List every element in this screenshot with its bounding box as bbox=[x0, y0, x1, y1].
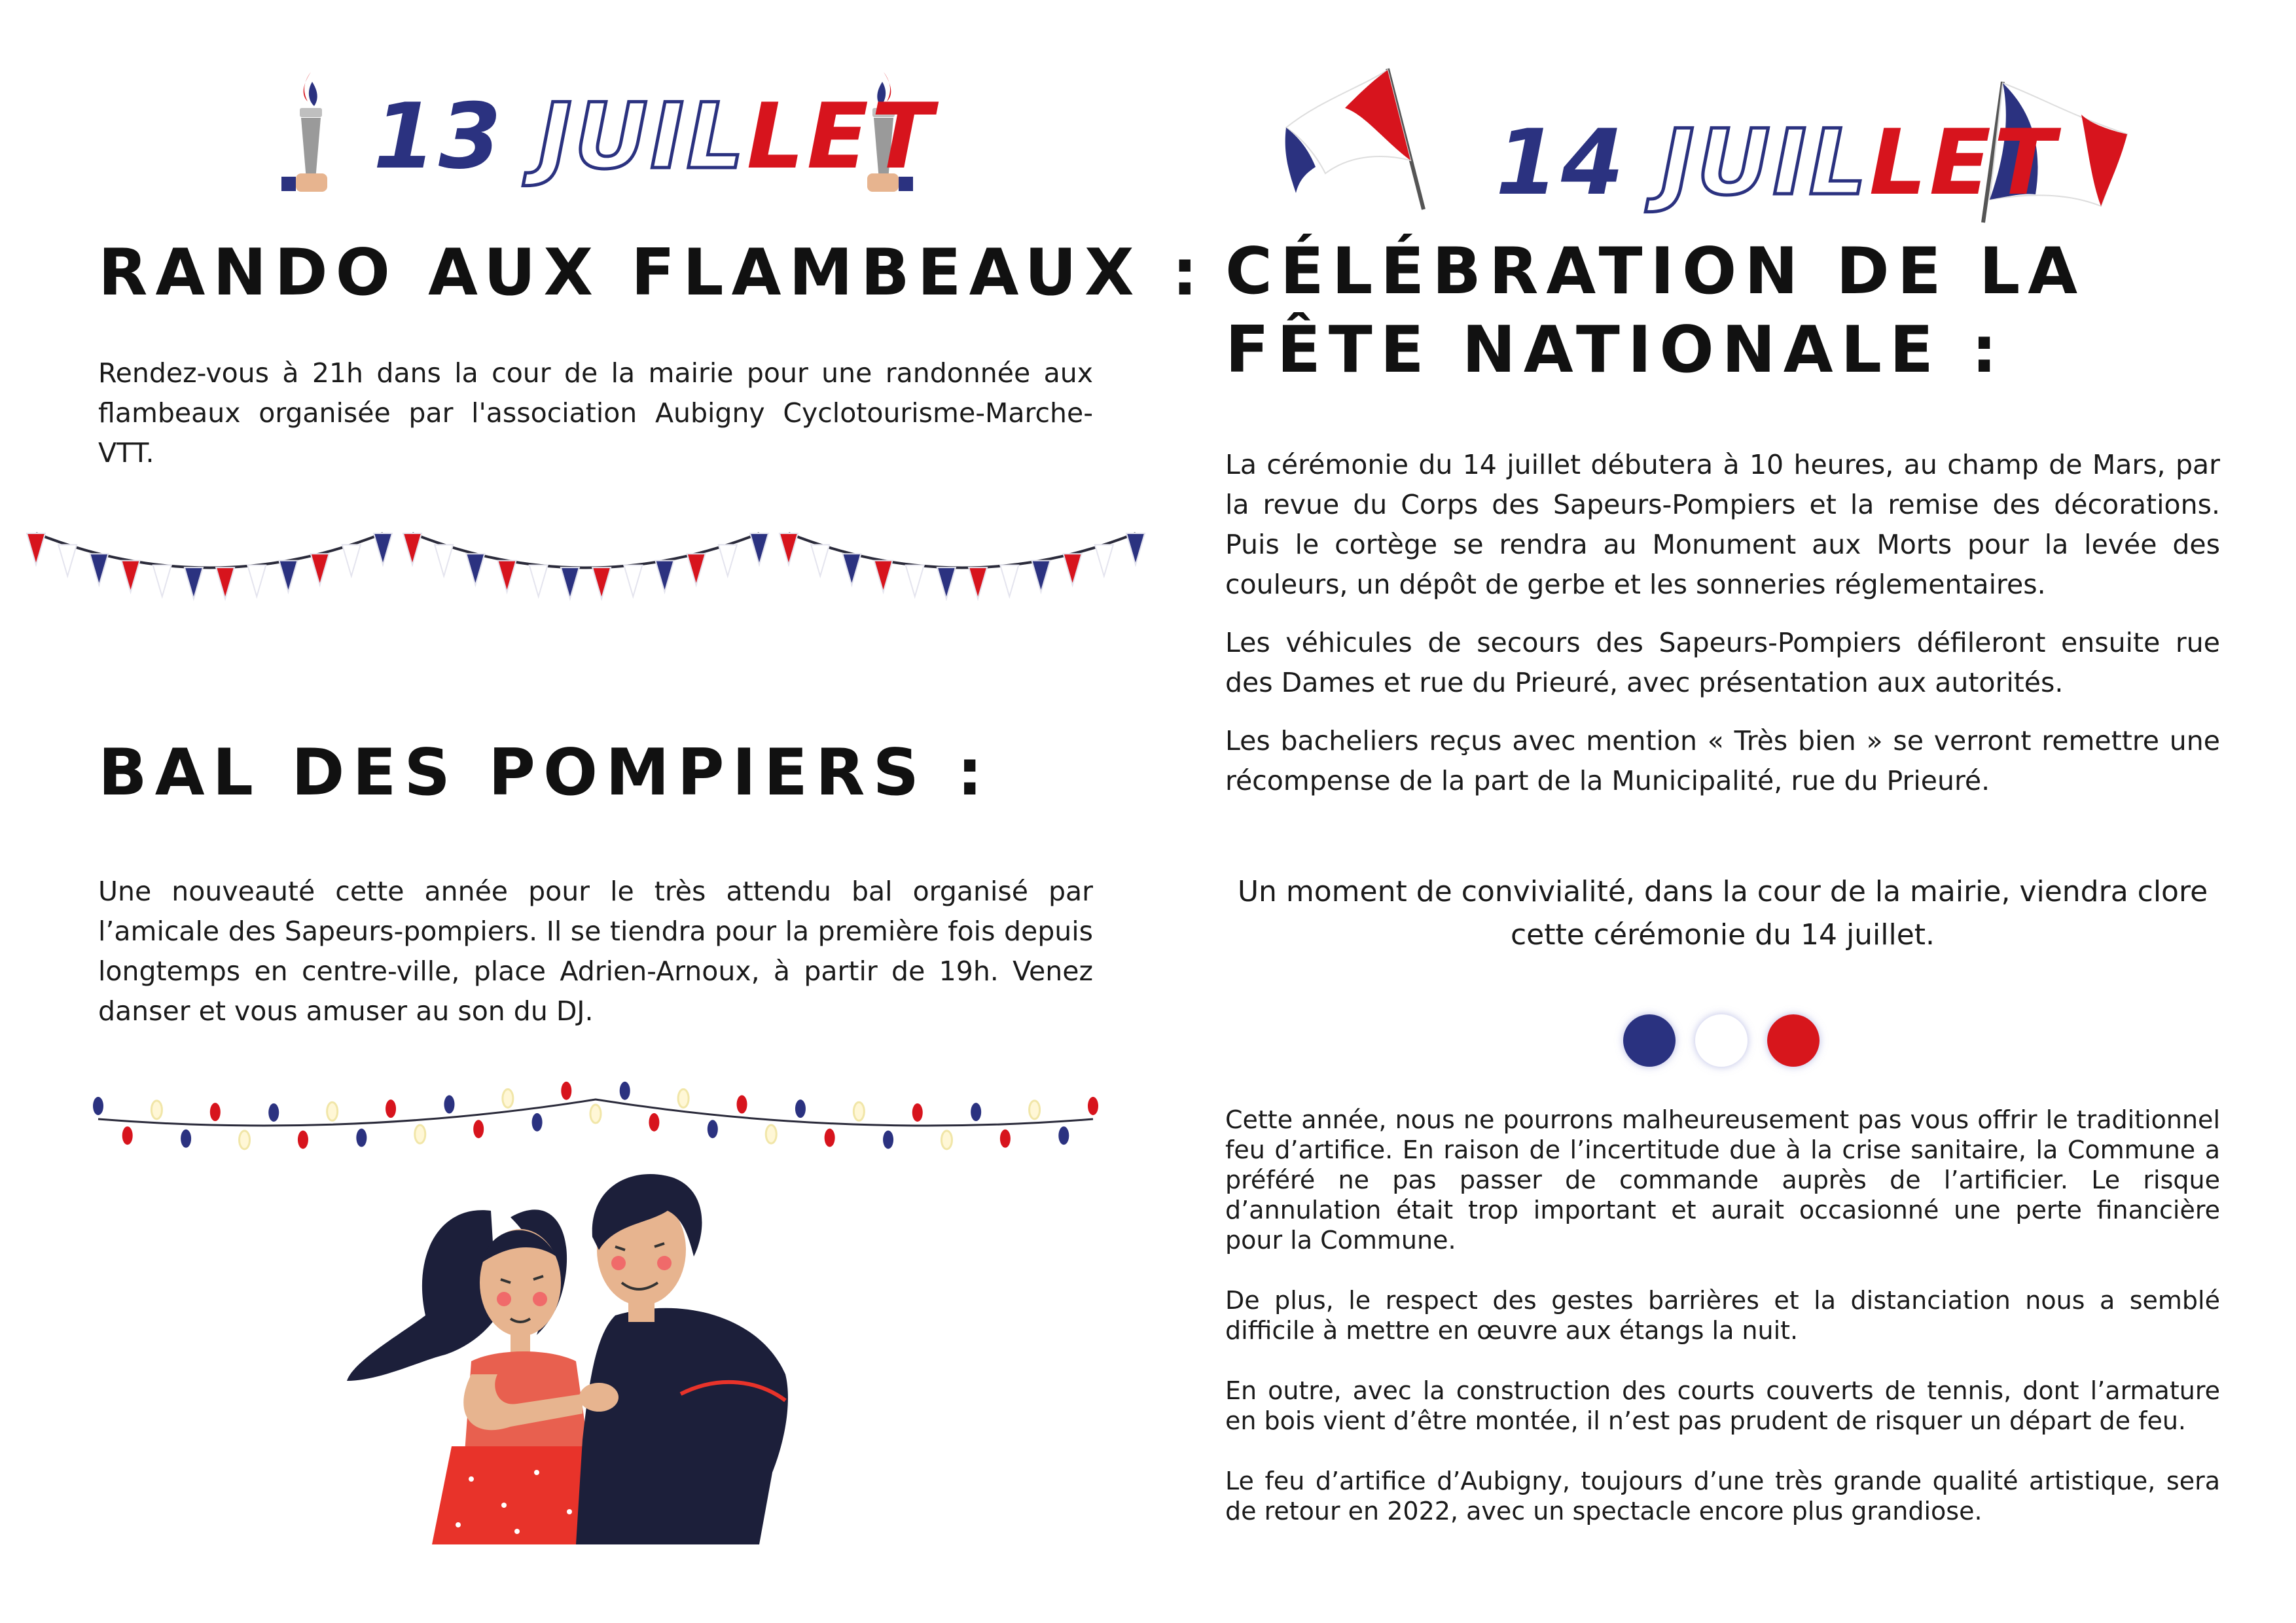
date-month-outline: JUIL bbox=[538, 84, 747, 189]
bal-text: Une nouveauté cette année pour le très attendu bal organisé par l’amicale des Sapeurs-pompiers. Il se tiendra pour la première fois depuis longtemps en centre-ville, place Adrien-Arnoux, à partir de 19h. Venez danser et vous amuser au son du DJ. bbox=[98, 876, 1093, 1027]
string-lights bbox=[98, 1060, 1093, 1165]
note-cancelled: Cette année, nous ne pourrons malheureusement pas vous offrir le traditionnel feu d’artifice. En raison de l’incertitude due à la crise sanitaire, la Commune a préféré ne pas passer de commande auprès de l’artificier. Le risque d’annulation était trop important et aurait occasionné une perte financière pour la Commune. bbox=[1225, 1105, 2220, 1255]
torch-icon bbox=[281, 65, 340, 196]
rando-text: Rendez-vous à 21h dans la cour de la mairie pour une randonnée aux flambeaux organisée par l'association Aubigny Cyclotourisme-Marche-VTT. bbox=[98, 357, 1093, 469]
date-month-red: LET bbox=[746, 84, 936, 189]
date-month-outline: JUIL bbox=[1660, 110, 1869, 215]
rando-heading: RANDO AUX FLAMBEAUX : bbox=[98, 236, 1206, 310]
date-number: 14 bbox=[1496, 110, 1627, 215]
paragraph-vehicles: Les véhicules de secours des Sapeurs-Pompiers défileront ensuite rue des Dames et rue du Prieuré, avec présentation aux autorités. bbox=[1225, 627, 2220, 698]
date-title-13 bbox=[373, 84, 936, 189]
celebration-heading: CÉLÉBRATION DE LA FÊTE NATIONALE : bbox=[1225, 234, 2086, 387]
fireworks-notes bbox=[1225, 1105, 2220, 1556]
paragraph-ceremony: La cérémonie du 14 juillet débutera à 10 heures, au champ de Mars, par la revue du Corps des Sapeurs-Pompiers et la remise des décorations. Puis le cortège se rendra au Monument aux Morts pour la levée des couleurs, un dépôt de gerbe et les sonneries réglementaires. bbox=[1225, 449, 2220, 600]
note-return-2022: Le feu d’artifice d’Aubigny, toujours d’une très grande qualité artistique, sera de retour en 2022, avec un spectacle encore plus grandiose. bbox=[1225, 1467, 2220, 1525]
conviviality-text: Un moment de convivialité, dans la cour de la mairie, viendra clore cette cérémonie du 14 juillet. bbox=[1237, 875, 2208, 952]
date-month-red: LET bbox=[1869, 110, 2058, 215]
date-title-14 bbox=[1496, 110, 2058, 215]
celebration-paragraphs bbox=[1225, 445, 2220, 801]
dancing-couple-illustration bbox=[340, 1165, 864, 1544]
date-number: 13 bbox=[373, 84, 505, 189]
note-tennis: En outre, avec la construction des courts couverts de tennis, dont l’armature en bois vient d’être montée, il n’est pas prudent de risquer un départ de feu. bbox=[1225, 1376, 2220, 1435]
french-flag-icon bbox=[1280, 62, 1450, 213]
paragraph-bacheliers: Les bacheliers reçus avec mention « Très bien » se verront remettre une récompense de la part de la Municipalité, rue du Prieuré. bbox=[1225, 725, 2220, 796]
tricolor-dots bbox=[1617, 1008, 1833, 1073]
note-distancing: De plus, le respect des gestes barrières et la distanciation nous a semblé difficile à mettre en œuvre aux étangs la nuit. bbox=[1225, 1286, 2220, 1345]
bal-heading: BAL DES POMPIERS : bbox=[98, 736, 991, 810]
bunting-garland bbox=[36, 524, 1149, 641]
